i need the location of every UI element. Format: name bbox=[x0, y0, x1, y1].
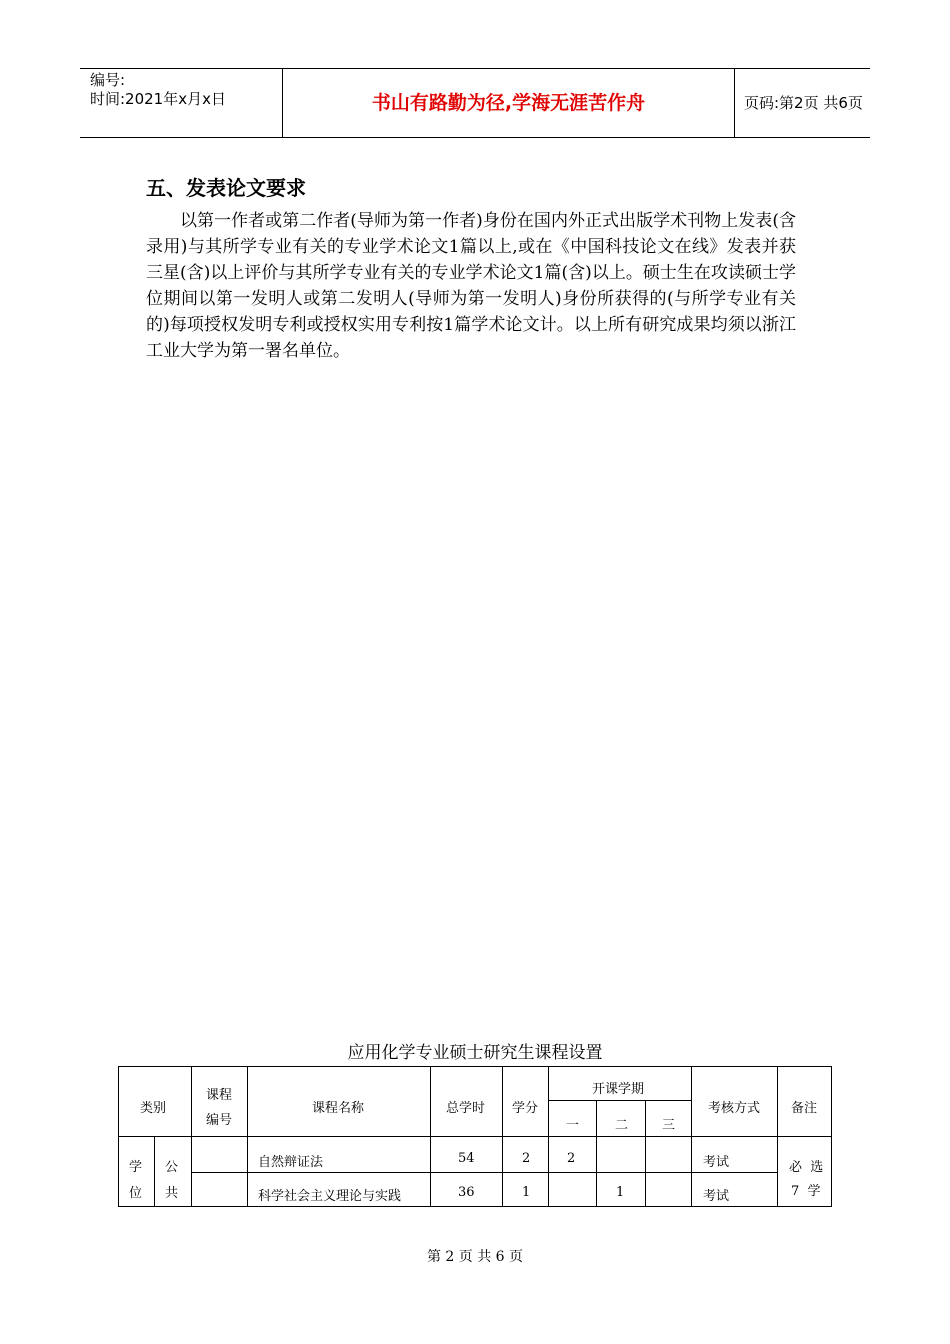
table-border-left bbox=[118, 1066, 119, 1207]
semester-divider bbox=[548, 1100, 691, 1101]
header-semester-3: 三 bbox=[662, 1118, 676, 1133]
row-divider bbox=[191, 1172, 777, 1173]
table-title: 应用化学专业硕士研究生课程设置 bbox=[347, 1043, 603, 1063]
header-credits: 学分 bbox=[512, 1101, 539, 1116]
document-date: 时间:2021年x月x日 bbox=[90, 90, 226, 108]
course-table bbox=[118, 1066, 832, 1207]
table-border-bottom bbox=[118, 1206, 832, 1207]
category-split-line bbox=[154, 1136, 155, 1207]
header-category: 类别 bbox=[140, 1101, 167, 1116]
table-border-top bbox=[118, 1066, 832, 1067]
page-footer: 第 2 页 共 6 页 bbox=[426, 1249, 524, 1265]
table-row-1-name: 自然辩证法 bbox=[258, 1155, 324, 1170]
header-semester: 开课学期 bbox=[592, 1082, 645, 1097]
header-course-code-line1: 课程 bbox=[206, 1088, 233, 1103]
header-left bbox=[80, 69, 282, 137]
header-bottom-line bbox=[118, 1136, 832, 1137]
category-public-char2: 共 bbox=[165, 1186, 179, 1201]
table-row-2-assessment: 考试 bbox=[703, 1189, 730, 1204]
table-row-2-name: 科学社会主义理论与实践 bbox=[258, 1189, 402, 1204]
section-heading: 五、发表论文要求 bbox=[146, 176, 306, 200]
header-page-code: 页码:第2页 共6页 bbox=[744, 94, 863, 112]
table-row-1-sem1: 2 bbox=[567, 1151, 576, 1166]
col-line-8 bbox=[691, 1066, 692, 1207]
col-line-7 bbox=[645, 1100, 646, 1207]
document-number-label: 编号: bbox=[90, 71, 126, 89]
table-row-1-hours: 54 bbox=[458, 1151, 475, 1166]
table-row-1-assessment: 考试 bbox=[703, 1155, 730, 1170]
category-public-char1: 公 bbox=[165, 1160, 179, 1175]
header-total-hours: 总学时 bbox=[446, 1101, 486, 1116]
header-assessment: 考核方式 bbox=[708, 1101, 761, 1116]
table-row-2-sem2: 1 bbox=[616, 1185, 625, 1200]
header-course-code-line2: 编号 bbox=[206, 1113, 233, 1128]
header-semester-1: 一 bbox=[566, 1118, 580, 1133]
col-line-5 bbox=[548, 1066, 549, 1207]
page-header bbox=[80, 68, 870, 138]
table-border-right bbox=[831, 1066, 832, 1207]
header-remarks: 备注 bbox=[791, 1101, 818, 1116]
remark-line-1: 必 选 bbox=[789, 1160, 824, 1175]
col-line-3 bbox=[430, 1066, 431, 1207]
table-row-2-credits: 1 bbox=[522, 1185, 531, 1200]
header-semester-2: 二 bbox=[615, 1118, 629, 1133]
table-row-2-hours: 36 bbox=[458, 1185, 475, 1200]
remark-line-2: 7 学 bbox=[791, 1184, 821, 1199]
col-line-1 bbox=[191, 1066, 192, 1207]
category-degree-char2: 位 bbox=[129, 1186, 143, 1201]
col-line-2 bbox=[247, 1066, 248, 1207]
col-line-6 bbox=[596, 1100, 597, 1207]
header-course-name: 课程名称 bbox=[312, 1101, 365, 1116]
col-line-4 bbox=[502, 1066, 503, 1207]
category-degree-char1: 学 bbox=[129, 1160, 143, 1175]
table-row-1-credits: 2 bbox=[522, 1151, 531, 1166]
header-motto: 书山有路勤为径,学海无涯苦作舟 bbox=[282, 69, 735, 137]
col-line-9 bbox=[777, 1066, 778, 1207]
requirements-paragraph: 以第一作者或第二作者(导师为第一作者)身份在国内外正式出版学术刊物上发表(含录用)与其所学专业有关的专业学术论文1篇以上,或在《中国科技论文在线》发表并获三星(含)以上评价与其所学专业有关的专业学术论文1篇(含)以上。硕士生在攻读硕士学位期间以第一发明人或第二发明人(导师为第一发明人)身份所获得的(与所学专业有关的)每项授权发明专利或授权实用专利按1篇学术论文计。以上所有研究成果均须以浙江工业大学为第一署名单位。 bbox=[146, 211, 796, 361]
